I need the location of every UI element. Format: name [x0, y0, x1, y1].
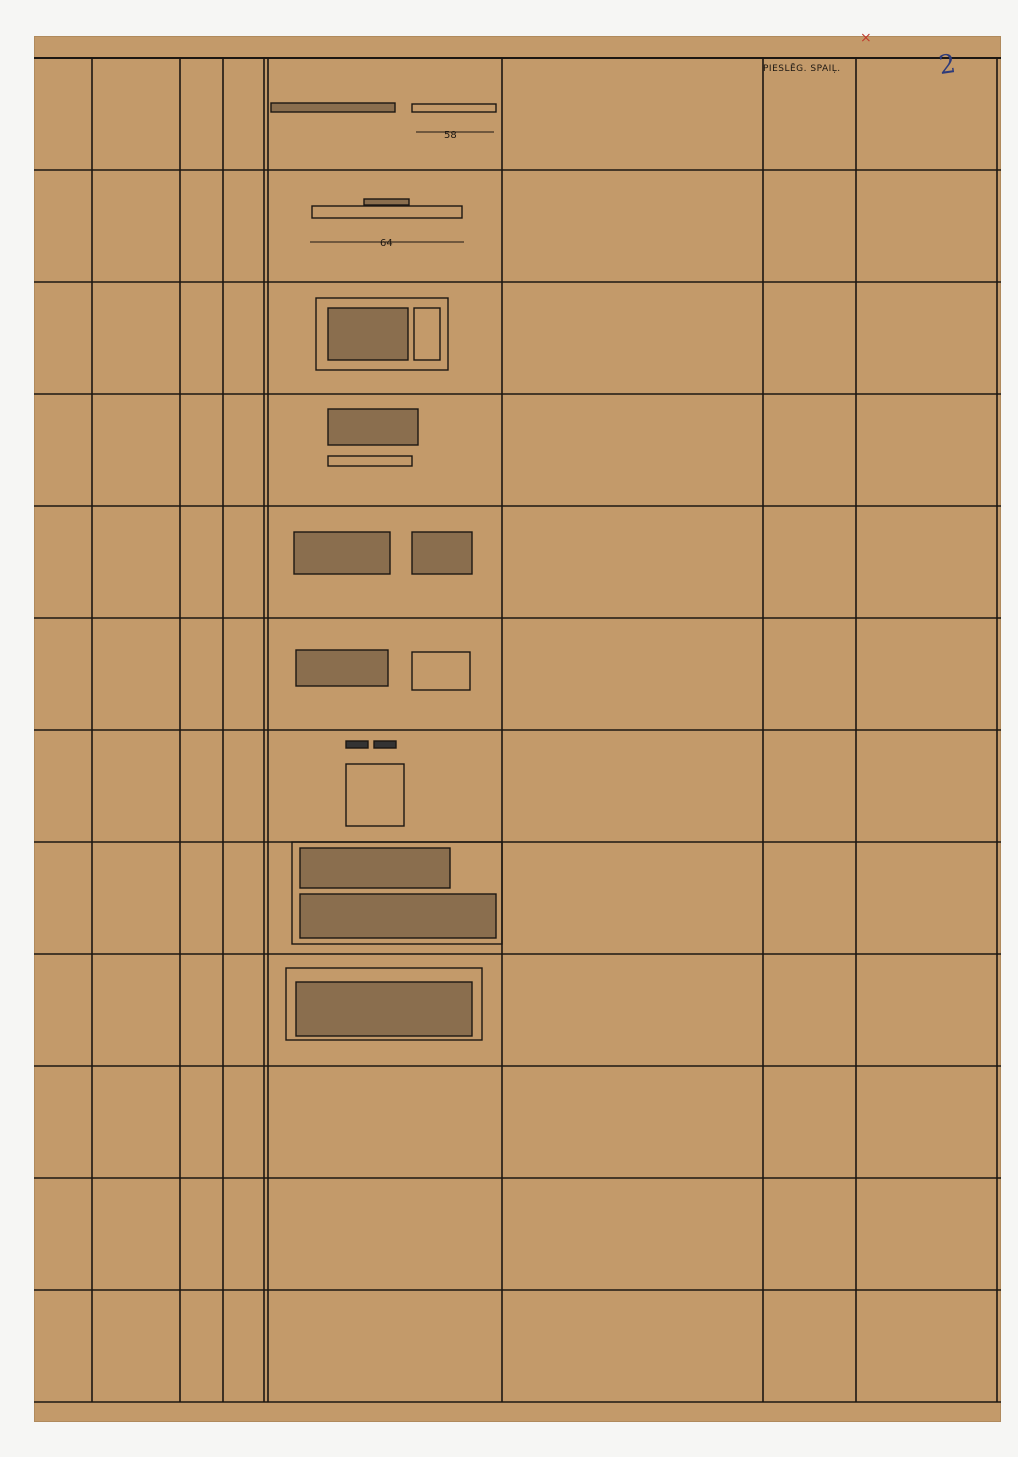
- cover-side-sketch: [412, 532, 472, 574]
- page-number: 2: [936, 48, 958, 82]
- dimension-label: 64: [380, 238, 393, 249]
- terminal-strip-side-sketch: [412, 104, 496, 112]
- cover-top-side-sketch: [412, 652, 470, 690]
- terminal-strip-sketch: [271, 103, 395, 112]
- table-grid: [34, 36, 1001, 1422]
- dimension-label: 58: [444, 130, 457, 141]
- cover-top-sketch: [296, 650, 388, 686]
- arrester-body-sketch: [328, 308, 408, 360]
- lower-plate-sketch: [312, 206, 462, 218]
- corner-mark: ×: [860, 30, 872, 46]
- arrester-section-sketch: [414, 308, 440, 360]
- base-sketch: [328, 409, 418, 445]
- guard-clip-sketch: [374, 741, 396, 748]
- arrester-cabinet-sketch: [300, 894, 496, 938]
- column-note: PIESLĒG. SPAIĻ.: [763, 64, 841, 74]
- lower-plate-terminals-sketch: [364, 199, 409, 205]
- guard-clip-sketch: [346, 741, 368, 748]
- arrester-section-row-sketch: [300, 848, 450, 888]
- drawing-register-sheet: [34, 30, 1001, 1422]
- cover-front-sketch: [294, 532, 390, 574]
- cabinet-doors-sketch: [296, 982, 472, 1036]
- base-side-sketch: [328, 456, 412, 466]
- guard-loop-sketch: [346, 764, 404, 826]
